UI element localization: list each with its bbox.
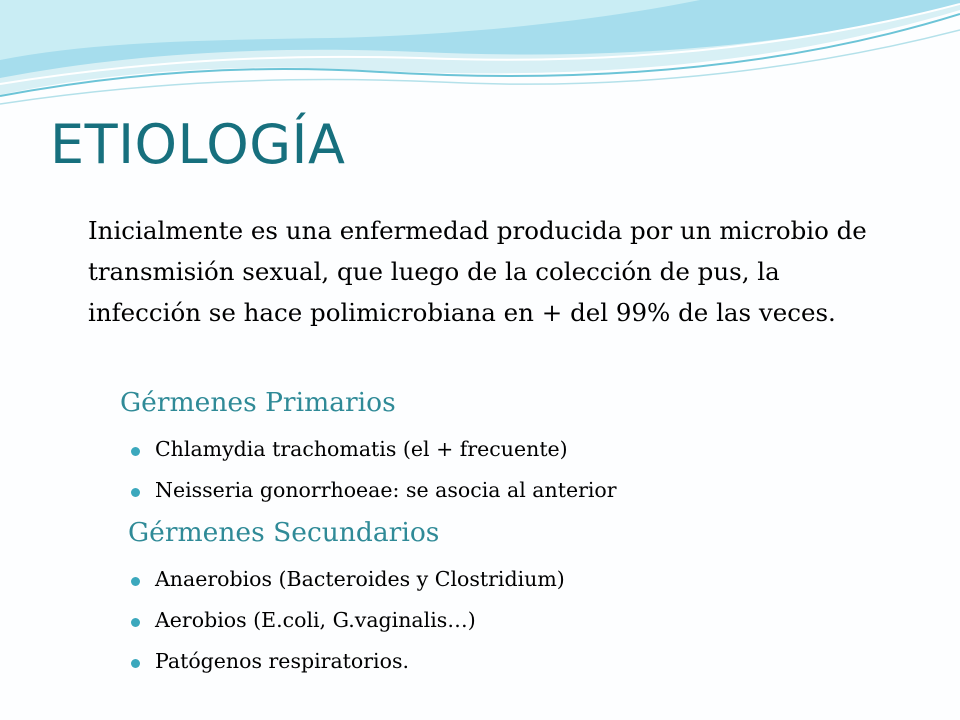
bullet-dot-icon	[131, 447, 140, 456]
slide-title: ETIOLOGÍA	[50, 113, 346, 176]
header-wave-decoration	[0, 0, 960, 115]
secondary-germs-heading: Gérmenes Secundarios	[128, 517, 440, 548]
primary-germs-heading: Gérmenes Primarios	[120, 387, 396, 418]
list-item-text: Neisseria gonorrhoeae: se asocia al anterior	[155, 478, 617, 502]
list-item-text: Chlamydia trachomatis (el + frecuente)	[155, 437, 568, 461]
bullet-dot-icon	[131, 488, 140, 497]
intro-paragraph: Inicialmente es una enfermedad producida por un microbio de transmisión sexual, que luego de la colección de pus, la infección se hace polimicrobiana en + del 99% de las veces.	[88, 216, 867, 327]
bullet-dot-icon	[131, 577, 140, 586]
bullet-dot-icon	[131, 659, 140, 668]
bullet-dot-icon	[131, 618, 140, 627]
list-item-text: Patógenos respiratorios.	[155, 649, 409, 673]
list-item-text: Anaerobios (Bacteroides y Clostridium)	[155, 567, 565, 591]
list-item-text: Aerobios (E.coli, G.vaginalis…)	[155, 608, 476, 632]
